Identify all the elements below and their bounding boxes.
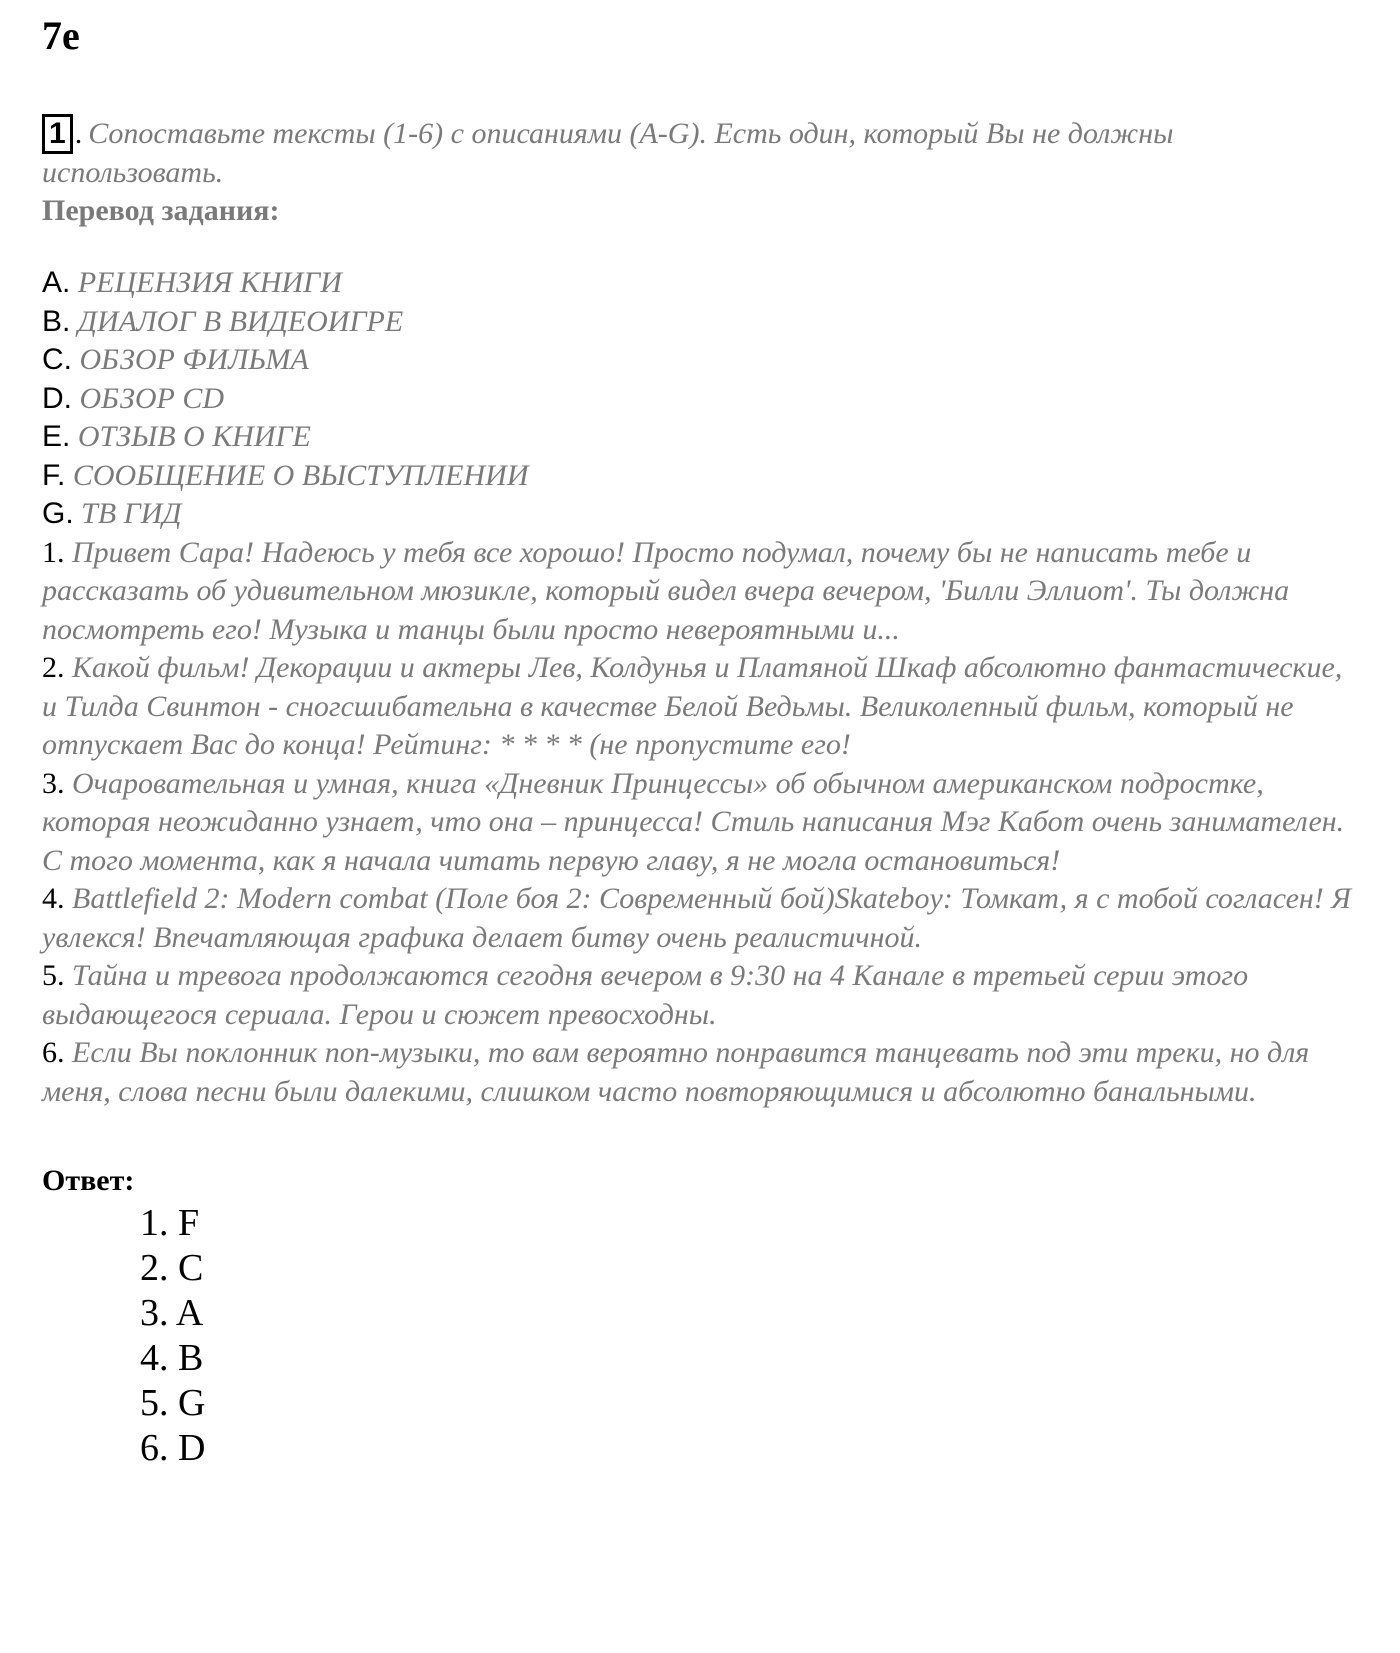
text-item <box>42 765 1362 881</box>
option-item <box>42 495 1362 534</box>
option-text: СООБЩЕНИЕ О ВЫСТУПЛЕНИИ <box>72 458 529 492</box>
option-letter: G. <box>42 497 74 530</box>
answer-item: 5. G <box>140 1382 206 1424</box>
text-number: 1. <box>42 535 65 569</box>
task-number-box: 1 <box>42 114 73 154</box>
option-letter: F. <box>42 458 66 492</box>
text-body: Очаровательная и умная, книга «Дневник Принцессы» об обычном американском подростке, которая неожиданно узнает, что она – принцесса! Стиль написания Мэг Кабот очень занимателен. С того момента, как я начала читать первую главу, я не могла остановиться! <box>42 766 1345 877</box>
text-number: 4. <box>42 882 65 915</box>
text-body: Тайна и тревога продолжаются сегодня вечером в 9:30 на 4 Канале в третьей серии этого выдающегося сериала. Герои и сюжет превосходны. <box>42 959 1249 1031</box>
text-body: Если Вы поклонник поп-музыки, то вам вероятно понравится танцевать под эти треки, но для меня, слова песни были далекими, слишком часто повторяющимися и абсолютно банальными. <box>42 1036 1310 1108</box>
content <box>42 114 1362 1471</box>
option-text: РЕЦЕНЗИЯ КНИГИ <box>77 266 342 299</box>
answer-item: 2. C <box>140 1247 204 1289</box>
task-instruction: Сопоставьте тексты (1-6) с описаниями (A-G). Есть один, который Вы не должны использовать. <box>42 117 1174 189</box>
task-instruction-block <box>42 114 1362 192</box>
answer-item: 6. D <box>140 1427 206 1469</box>
text-body: Привет Сара! Надеюсь у тебя все хорошо! Просто подумал, почему бы не написать тебе и рассказать об удивительном мюзикле, который видел вчера вечером, 'Билли Эллиот'. Ты должна посмотреть его! Музыка и танцы были просто невероятными и... <box>42 535 1290 646</box>
option-letter: D. <box>42 381 72 415</box>
text-item <box>42 534 1362 650</box>
option-text: ОБЗОР CD <box>79 381 224 415</box>
text-item <box>42 1034 1362 1111</box>
option-text: ДИАЛОГ В ВИДЕОИГРЕ <box>77 304 404 338</box>
section-title: 7e <box>42 13 80 58</box>
text-item <box>42 957 1362 1034</box>
option-text: ОТЗЫВ О КНИГЕ <box>77 420 311 453</box>
answer-item: 1. F <box>140 1202 200 1244</box>
option-item <box>42 303 1362 342</box>
text-number: 2. <box>42 651 65 684</box>
option-item <box>42 457 1362 496</box>
answer-label: Ответ: <box>42 1164 135 1197</box>
texts-list <box>42 534 1362 1112</box>
answer-item: 3. A <box>140 1292 204 1334</box>
option-item <box>42 418 1362 457</box>
option-item <box>42 380 1362 419</box>
text-item <box>42 880 1362 957</box>
option-text: ОБЗОР ФИЛЬМА <box>79 343 309 376</box>
text-body: Battlefield 2: Modern combat (Поле боя 2: Современный бой)Skateboy: Томкат, я с тобой согласен! Я увлекся! Впечатляющая графика делает битву очень реалистичной. <box>42 882 1352 954</box>
option-letter: C. <box>42 343 72 376</box>
option-letter: A. <box>42 266 71 299</box>
option-letter: B. <box>42 304 71 338</box>
option-text: ТВ ГИД <box>81 497 182 530</box>
text-item <box>42 649 1362 765</box>
text-number: 5. <box>42 959 65 992</box>
text-body: Какой фильм! Декорации и актеры Лев, Колдунья и Платяной Шкаф абсолютно фантастические, и Тилда Свинтон - сногсшибательна в качестве Белой Ведьмы. Великолепный фильм, который не отпускает Вас до конца! Рейтинг: * * * * (не пропустите его! <box>42 651 1343 761</box>
text-number: 6. <box>42 1036 65 1069</box>
option-item <box>42 264 1362 303</box>
answer-item: 4. B <box>140 1337 204 1379</box>
text-number: 3. <box>42 766 65 800</box>
option-letter: E. <box>42 420 71 453</box>
options-list <box>42 264 1362 534</box>
option-item <box>42 341 1362 380</box>
answer-list <box>42 1201 1362 1471</box>
spacer <box>42 230 1362 264</box>
translation-label: Перевод задания: <box>42 194 280 227</box>
task-number-dot: . <box>74 117 83 150</box>
